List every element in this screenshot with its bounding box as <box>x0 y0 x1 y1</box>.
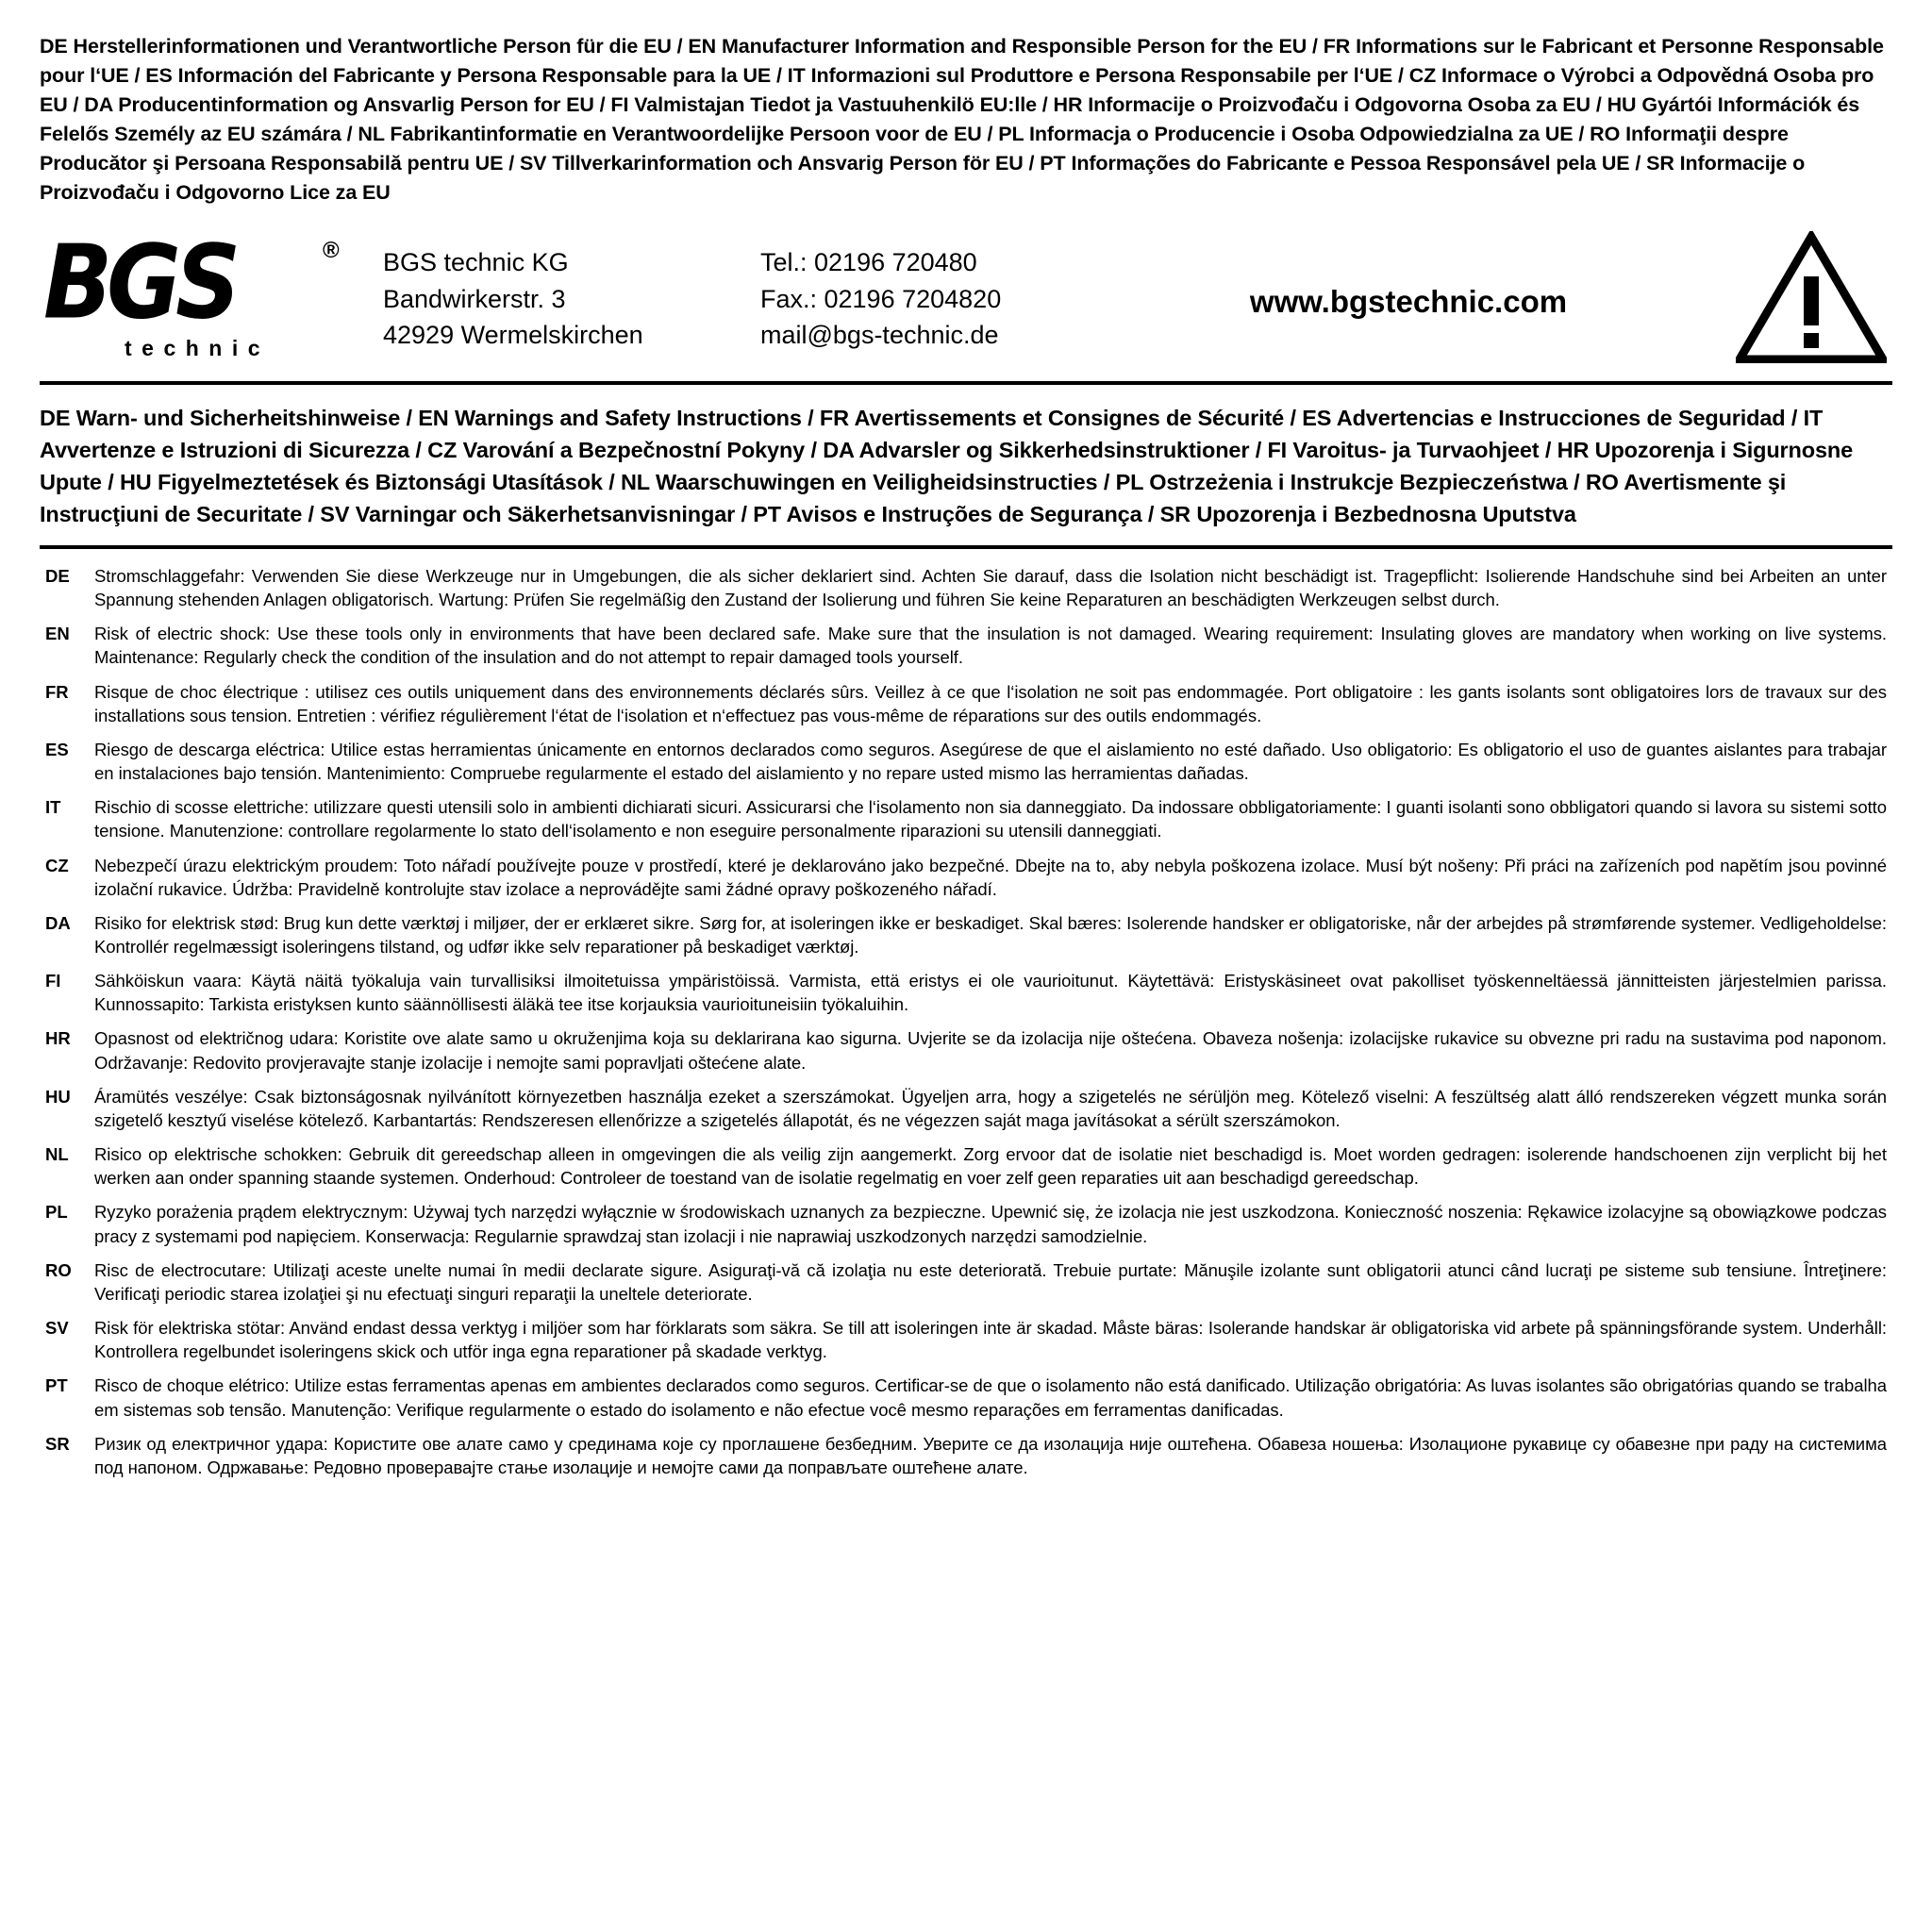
company-name: BGS technic KG <box>383 248 569 277</box>
company-email: mail@bgs-technic.de <box>760 320 999 349</box>
list-item <box>40 622 1892 669</box>
instruction-text: Risiko for elektrisk stød: Brug kun dette værktøj i miljøer, der er erklæret sikre. Sørg for, at isoleringen ikke er beskadiget. Skal bæres: Isolerende handsker er obligatoriske, når der arbejdes på strømførende systemer. Vedligeholdelse: Kontrollér regelmæssigt isoleringens tilstand, og udfør ikke selv reparationer på beskadiget værktøj. <box>94 912 1887 957</box>
list-item <box>40 1374 1892 1421</box>
instruction-text: Ryzyko porażenia prądem elektrycznym: Używaj tych narzędzi wyłącznie w środowiskach uznanych za bezpieczne. Upewnić się, że izolacja nie jest uszkodzona. Konieczność noszenia: Rękawice izolacyjne są obowiązkowe podczas pracy z systemami pod napięciem. Konserwacja: Regularnie sprawdzaj stan izolacji i nie naprawiaj uszkodzonych narzędzi samodzielnie. <box>94 1202 1887 1246</box>
instruction-text: Riesgo de descarga eléctrica: Utilice estas herramientas únicamente en entornos declarados como seguros. Asegúrese de que el aislamiento no esté dañado. Uso obligatorio: Es obligatorio el uso de guantes aislantes para trabajar en instalaciones bajo tensión. Mantenimiento: Compruebe regularmente el estado del aislamiento y no repare usted mismo las herramientas dañadas. <box>94 739 1887 784</box>
company-header <box>40 223 1892 385</box>
language-code: SV <box>45 1318 69 1339</box>
language-code: HU <box>45 1086 71 1107</box>
list-item <box>40 564 1892 611</box>
language-code: RO <box>45 1259 72 1280</box>
language-code: DE <box>45 565 70 586</box>
list-item <box>40 1026 1892 1074</box>
list-item <box>40 1432 1892 1479</box>
instruction-text: Stromschlaggefahr: Verwenden Sie diese Werkzeuge nur in Umgebungen, die als sicher deklariert sind. Achten Sie darauf, dass die Isolation nicht beschädigt ist. Tragepflicht: Isolierende Handschuhe sind bei Arbeiten an unter Spannung stehenden Anlagen obligatorisch. Wartung: Prüfen Sie regelmäßig den Zustand der Isolierung und führen Sie keine Reparaturen an beschädigten Werkzeugen selbst durch. <box>94 565 1887 610</box>
company-address <box>383 241 760 353</box>
language-code: FR <box>45 681 69 702</box>
list-item <box>40 854 1892 901</box>
logo-wordmark: BGS <box>43 224 236 342</box>
instruction-text: Risque de choc électrique : utilisez ces outils uniquement dans des environnements déclarés sûrs. Veillez à ce que l‘isolation ne soit pas endommagée. Port obligatoire : les gants isolants sont obligatoires lors de travaux sur des installations sous tension. Entretien : vérifiez régulièrement l‘état de l‘isolation et n‘effectuez pas vous-même de réparations sur des outils endommagés. <box>94 681 1887 725</box>
instruction-text: Risk för elektriska stötar: Använd endast dessa verktyg i miljöer som har förklarats som säkra. Se till att isoleringen inte är skadad. Måste bäras: Isolerande handskar är obligatoriska vid arbete på spänningsförande system. Underhåll: Kontrollera regelbundet isoleringens skick och utför inga egna reparationer på skadade verktyg. <box>94 1318 1887 1362</box>
language-code: NL <box>45 1144 69 1165</box>
instruction-text: Opasnost od električnog udara: Koristite ove alate samo u okruženjima koja su deklarirana kao sigurna. Uvjerite se da izolacija nije oštećena. Obaveza nošenja: izolacijske rukavice su obvezne pri radu na sustavima pod naponom. Održavanje: Redovito provjeravajte stanje izolacije i nemojte sami popravljati oštećene alate. <box>94 1028 1887 1073</box>
language-code: CZ <box>45 855 69 875</box>
language-code: FI <box>45 971 61 991</box>
language-code: HR <box>45 1028 71 1049</box>
instruction-text: Risco de choque elétrico: Utilize estas ferramentas apenas em ambientes declarados como seguros. Certificar-se de que o isolamento não está danificado. Utilização obrigatória: As luvas isolantes são obrigatórias quando se trabalha em sistemas sob tensão. Manutenção: Verifique regularmente o estado do isolamento e não efectue você mesmo reparações em ferramentas danificadas. <box>94 1375 1887 1420</box>
list-item <box>40 680 1892 727</box>
language-code: EN <box>45 624 70 644</box>
instruction-text: Sähköiskun vaara: Käytä näitä työkaluja vain turvallisiksi ilmoitetuissa ympäristöissä. Varmista, että eristys ei ole vaurioitunut. Käytettävä: Eristyskäsineet ovat pakolliset työskenneltäessä jännitteisten järjestelmien parissa. Kunnossapito: Tarkista eristyksen kunto säännöllisesti äläkä tee itse korjauksia vaurioituneisiin työkaluihin. <box>94 971 1887 1015</box>
company-contact <box>760 241 1119 353</box>
logo-subtitle: technic <box>125 336 271 361</box>
language-code: PL <box>45 1202 68 1223</box>
language-code: SR <box>45 1433 70 1454</box>
warnings-section-heading: DE Warn- und Sicherheitshinweise / EN Warnings and Safety Instructions / FR Avertissements et Consignes de Sécurité / ES Advertencias e Instrucciones de Seguridad / IT Avvertenze e Istruzioni di Sicurezza / CZ Varování a Bezpečnostní Pokyny / DA Advarsler og Sikkerhedsinstruktioner / FI Varoitus- ja Turvaohjeet / HR Upozorenja i Sigurnosne Upute / HU Figyelmeztetések és Biztonsági Utasítások / NL Waarschuwingen en Veiligheidsinstructies / PL Ostrzeżenia i Instrukcje Bezpieczeństwa / RO Avertismente şi Instrucţiuni de Securitate / SV Varningar och Säkerhetsanvisningar / PT Avisos e Instruções de Segurança / SR Upozorenja i Bezbednosna Uputstva <box>40 385 1892 549</box>
instruction-text: Risk of electric shock: Use these tools only in environments that have been declared safe. Make sure that the insulation is not damaged. Wearing requirement: Insulating gloves are mandatory when working on live systems. Maintenance: Regularly check the condition of the insulation and do not attempt to repair damaged tools yourself. <box>94 624 1887 668</box>
list-item <box>40 1200 1892 1247</box>
list-item <box>40 1085 1892 1132</box>
warning-triangle-icon <box>1726 231 1892 363</box>
instruction-text: Áramütés veszélye: Csak biztonságosnak nyilvánított környezetben használja ezeket a szerszámokat. Ügyeljen arra, hogy a szigetelés ne sérüljön meg. Kötelező viselni: A feszültség alatt álló rendszereken végzett munka során szigetelő kesztyű viselése kötelező. Karbantartás: Rendszeresen ellenőrizze a szigetelés állapotát, és ne végezzen saját maga javításokat a sérült szerszámokon. <box>94 1086 1887 1130</box>
bgs-logo <box>40 224 355 361</box>
list-item <box>40 911 1892 958</box>
instruction-text: Ризик од електричног удара: Користите ове алате само у срединама које су проглашене безбедним. Уверите се да изолација није оштећена. Обавеза ношења: Изолационе рукавице су обавезне при раду на системима под напоном. Одржавање: Редовно проверавајте стање изолације и немојте сами да поправљате оштећене алате. <box>94 1433 1887 1477</box>
company-website: www.bgstechnic.com <box>1249 283 1568 319</box>
list-item <box>40 795 1892 842</box>
company-telephone: Tel.: 02196 720480 <box>760 248 977 277</box>
manufacturer-info-heading: DE Herstellerinformationen und Verantwortliche Person für die EU / EN Manufacturer Information and Responsible Person for the EU / FR Informations sur le Fabricant et Personne Responsable pour l‘UE / ES Información del Fabricante y Persona Responsable para la UE / IT Informazioni sul Produttore e Persona Responsabile per l‘UE / CZ Informace o Výrobci a Odpovědná Osoba pro EU / DA Producentinformation og Ansvarlig Person for EU / FI Valmistajan Tiedot ja Vastuuhenkilö EU:lle / HR Informacije o Proizvođaču i Odgovorna Osoba za EU / HU Gyártói Információk és Felelős Személy az EU számára / NL Fabrikantinformatie en Verantwoordelijke Persoon voor de EU / PL Informacja o Producencie i Osoba Odpowiedzialna za UE / RO Informaţii despre Producător şi Persoana Responsabilă pentru UE / SV Tillverkarinformation och Ansvarig Person för EU / PT Informações do Fabricante e Pessoa Responsável pela UE / SR Informacije o Proizvođaču i Odgovorno Lice za EU <box>40 35 1884 204</box>
list-item <box>40 1258 1892 1306</box>
instructions-list <box>40 549 1892 1479</box>
language-code: IT <box>45 797 61 818</box>
list-item <box>40 1142 1892 1190</box>
instruction-text: Risc de electrocutare: Utilizaţi aceste unelte numai în medii declarate sigure. Asiguraţi-vă că izolaţia nu este deteriorată. Trebuie purtate: Mănuşile izolante sunt obligatorii atunci când lucraţi pe sisteme sub tensiune. Întreţinere: Verificaţi periodic starea izolaţiei şi nu efectuaţi singuri reparaţii la uneltele deteriorate. <box>94 1259 1887 1304</box>
list-item <box>40 969 1892 1016</box>
list-item <box>40 738 1892 785</box>
language-code: ES <box>45 739 69 759</box>
list-item <box>40 1316 1892 1363</box>
instruction-text: Nebezpečí úrazu elektrickým proudem: Toto nářadí používejte pouze v prostředí, které je deklarováno jako bezpečné. Dbejte na to, aby nebyla poškozena izolace. Musí být nošeny: Při práci na zařízeních pod napětím jsou povinné izolační rukavice. Údržba: Pravidelně kontrolujte stav izolace a neprovádějte sami žádné opravy poškozeného nářadí. <box>94 855 1887 899</box>
instruction-text: Rischio di scosse elettriche: utilizzare questi utensili solo in ambienti dichiarati sicuri. Assicurarsi che l‘isolamento non sia danneggiato. Da indossare obbligatoriamente: I guanti isolanti sono obbligatori quando si lavora su sistemi sotto tensione. Manutenzione: controllare regolarmente lo stato dell‘isolamento e non eseguire personalmente riparazioni su utensili danneggiati. <box>94 797 1887 841</box>
company-city: 42929 Wermelskirchen <box>383 320 643 349</box>
instruction-text: Risico op elektrische schokken: Gebruik dit gereedschap alleen in omgevingen die als veilig zijn aangemerkt. Zorg ervoor dat de isolatie niet beschadigd is. Moet worden gedragen: isolerende handschoenen zijn verplicht bij het werken aan onder spanning staande systemen. Onderhoud: Controleer de toestand van de isolatie regelmatig en voer zelf geen reparaties uit aan beschadigd gereedschap. <box>94 1144 1887 1189</box>
company-fax: Fax.: 02196 7204820 <box>760 284 1002 313</box>
registered-trademark-icon: ® <box>323 238 340 264</box>
language-code: PT <box>45 1375 68 1396</box>
company-street: Bandwirkerstr. 3 <box>383 284 566 313</box>
language-code: DA <box>45 912 71 933</box>
